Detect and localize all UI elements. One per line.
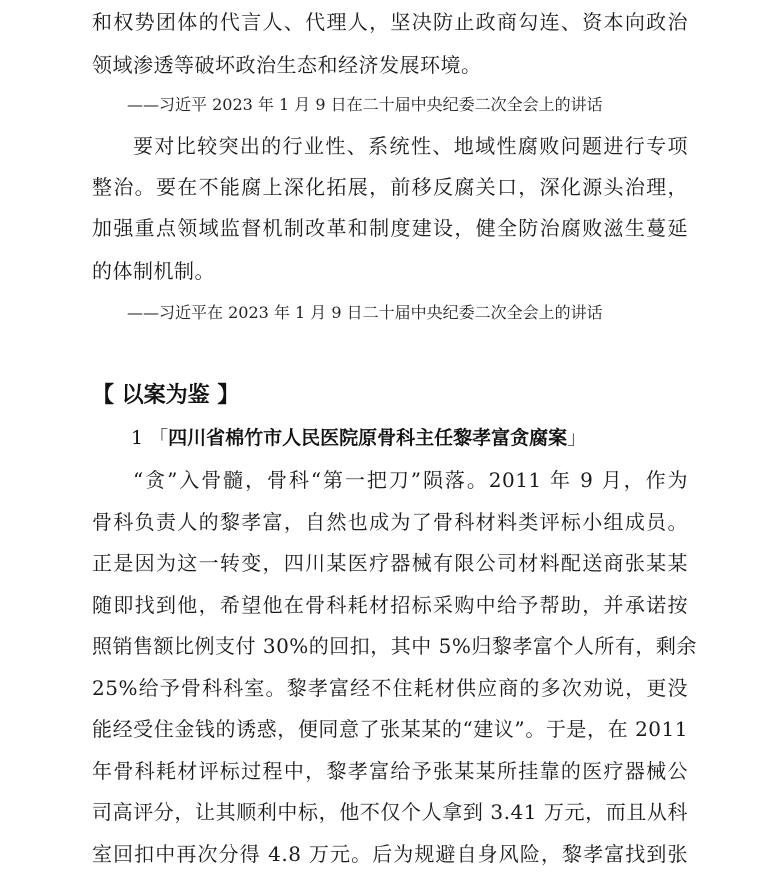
case-body-line-1: “贪”入骨髓，骨科“第一把刀”陨落。2011 年 9 月，作为 — [133, 468, 688, 492]
quote-attribution-2: ——习近平在 2023 年 1 月 9 日二十届中央纪委二次全会上的讲话 — [127, 303, 603, 322]
case-body-line-5: 照销售额比例支付 30%的回扣，其中 5%归黎孝富个人所有，剩余 — [92, 634, 697, 658]
case-close-bracket: 」 — [567, 427, 587, 449]
section-heading: 【 以案为鉴 】 — [92, 383, 240, 408]
intro-paragraph-2-line-4: 的体制机制。 — [92, 259, 215, 283]
case-body-line-6: 25%给予骨科科室。黎孝富经不住耗材供应商的多次劝说，更没 — [92, 676, 688, 700]
intro-paragraph-2-line-1: 要对比较突出的行业性、系统性、地域性腐败问题进行专项 — [133, 134, 688, 158]
case-title-text: 四川省棉竹市人民医院原骨科主任黎孝富贪腐案 — [168, 427, 568, 449]
case-title — [131, 423, 586, 453]
intro-paragraph-2-line-3: 加强重点领域监督机制改革和制度建设，健全防治腐败滋生蔓延 — [92, 216, 688, 240]
case-body-line-2: 骨科负责人的黎孝富，自然也成为了骨科材料类评标小组成员。 — [92, 510, 688, 534]
case-body-line-8: 年骨科耗材评标过程中，黎孝富给予张某某所挂靠的医疗器械公 — [92, 759, 688, 783]
case-body-line-9: 司高评分，让其顺利中标，他不仅个人拿到 3.41 万元，而且从科 — [92, 800, 688, 824]
case-number: 1 — [131, 427, 144, 449]
case-body-line-3: 正是因为这一转变，四川某医疗器械有限公司材料配送商张某某 — [92, 551, 688, 575]
intro-paragraph-2-line-2: 整治。要在不能腐上深化拓展，前移反腐关口，深化源头治理， — [92, 175, 688, 199]
case-body-line-10: 室回扣中再次分得 4.8 万元。后为规避自身风险，黎孝富找到张 — [92, 842, 688, 866]
case-body-line-7: 能经受住金钱的诱惑，便同意了张某某的“建议”。于是，在 2011 — [92, 717, 688, 741]
quote-attribution-1: ——习近平 2023 年 1 月 9 日在二十届中央纪委二次全会上的讲话 — [127, 95, 603, 114]
case-open-bracket: 「 — [149, 427, 169, 449]
case-body-line-4: 随即找到他，希望他在骨科耗材招标采购中给予帮助，并承诺按 — [92, 593, 688, 617]
intro-paragraph-1-line-2: 领域渗透等破坏政治生态和经济发展环境。 — [92, 53, 482, 77]
intro-paragraph-1-line-1: 和权势团体的代言人、代理人，坚决防止政商勾连、资本向政治 — [92, 10, 688, 34]
